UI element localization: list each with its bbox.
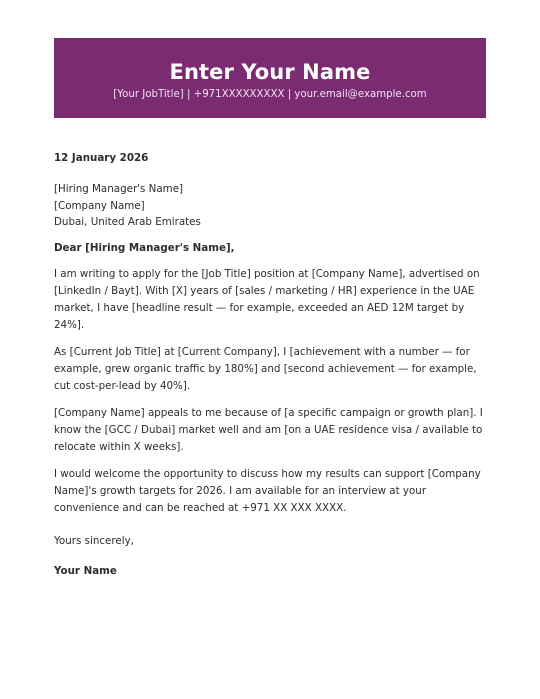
applicant-name: Enter Your Name <box>169 60 371 84</box>
recipient-name: [Hiring Manager's Name] <box>54 183 184 195</box>
closing-phrase: Yours sincerely, <box>54 534 134 547</box>
paragraph-achievements: As [Current Job Title] at [Current Company], I [achievement with a number — for example, grew organic traffic by 180%] and [second achievement — for example, cut cost-per-lead by 40%]. <box>54 345 477 392</box>
recipient-block <box>54 181 494 231</box>
paragraph-motivation: [Company Name] appeals to me because of [a specific campaign or growth plan]. I know the [GCC / Dubai] market well and am [on a UAE residence visa / available to relocate within X weeks]. <box>54 406 483 453</box>
paragraph-closing: I would welcome the opportunity to discuss how my results can support [Company Name]'s growth targets for 2026. I am available for an interview at your convenience and can be reached at +971 XX XXX XXXX. <box>54 467 481 514</box>
recipient-company: [Company Name] <box>54 199 145 212</box>
letter-date: 12 January 2026 <box>54 152 149 164</box>
header-banner <box>54 38 486 118</box>
salutation: Dear [Hiring Manager's Name], <box>54 241 235 254</box>
signature-name: Your Name <box>54 564 117 577</box>
letter-body <box>54 150 494 580</box>
paragraph-intro: I am writing to apply for the [Job Title] position at [Company Name], advertised on [LinkedIn / Bayt]. With [X] years of [sales / marketing / HR] experience in the UAE market, I have [headline result — for example, exceeded an AED 12M target by 24%]. <box>54 267 480 331</box>
contact-line: [Your JobTitle] | +971XXXXXXXXX | your.email@example.com <box>113 89 427 100</box>
recipient-location: Dubai, United Arab Emirates <box>54 216 201 228</box>
